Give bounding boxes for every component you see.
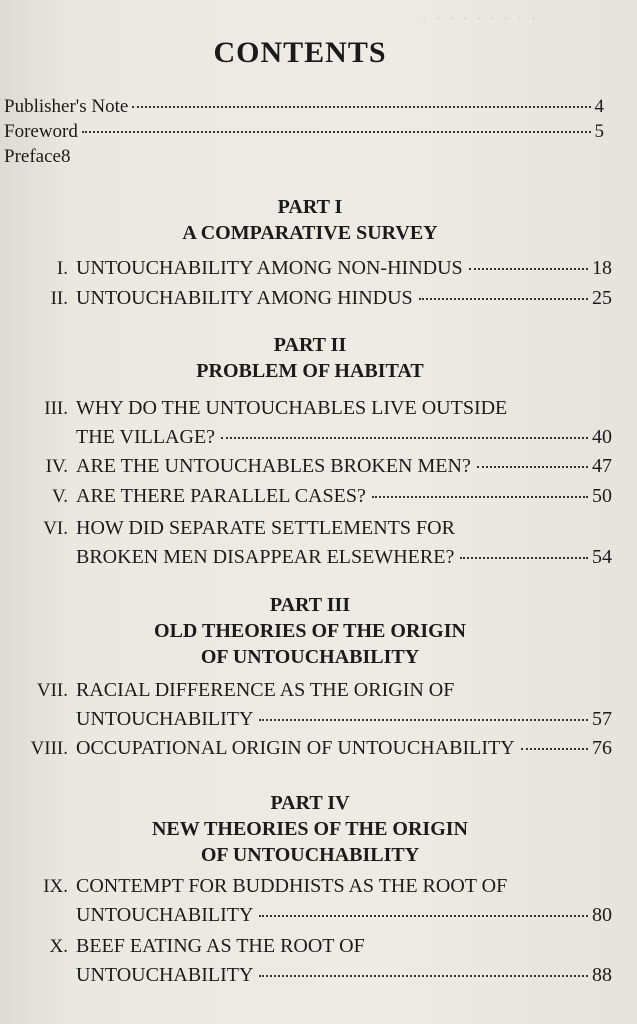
chapter-number: IX.: [43, 876, 68, 897]
part-label: PART I: [277, 196, 343, 218]
chapter-title-continued: UNTOUCHABILITY: [76, 708, 254, 730]
chapter-number: I.: [56, 258, 68, 279]
toc-page-number: 57: [592, 708, 612, 730]
chapter-title: OCCUPATIONAL ORIGIN OF UNTOUCHABILITY: [76, 737, 515, 759]
toc-page-number: 5: [594, 121, 604, 142]
leader-dots: [521, 748, 588, 750]
toc-page-number: 47: [592, 455, 612, 477]
toc-page-number: 50: [592, 485, 612, 507]
chapter-title: RACIAL DIFFERENCE AS THE ORIGIN OF: [76, 679, 455, 701]
leader-dots: [82, 131, 591, 133]
part-label: PART III: [269, 594, 351, 616]
leader-dots: [259, 975, 588, 977]
chapter-number: VIII.: [30, 738, 68, 759]
leader-dots: [259, 719, 588, 721]
leader-dots: [221, 437, 588, 439]
leader-dots: [259, 915, 588, 917]
leader-dots: [419, 298, 588, 300]
chapter-number: VI.: [43, 518, 68, 539]
leader-dots: [477, 466, 588, 468]
chapter-title: BEEF EATING AS THE ROOT OF: [76, 935, 365, 957]
part-heading: [0, 790, 620, 868]
toc-front-matter-item: [4, 96, 604, 118]
bleed-through-text: · · · · · · · · ·: [420, 8, 537, 30]
chapter-number: II.: [50, 288, 68, 309]
chapter-title: ARE THE UNTOUCHABLES BROKEN MEN?: [76, 455, 471, 477]
chapter-number: V.: [51, 486, 68, 507]
toc-entry-label: Foreword: [4, 121, 78, 142]
leader-dots: [372, 496, 588, 498]
chapter-title-continued: BROKEN MEN DISAPPEAR ELSEWHERE?: [76, 546, 455, 568]
toc-page-number: 18: [592, 257, 612, 279]
part-heading: [0, 332, 620, 384]
leader-dots: [469, 268, 588, 270]
part-title: PROBLEM OF HABITAT: [196, 360, 424, 382]
part-title: A COMPARATIVE SURVEY: [182, 222, 438, 244]
leader-dots: [460, 557, 588, 559]
toc-page-number: 4: [594, 96, 604, 117]
part-title-continued: OF UNTOUCHABILITY: [200, 646, 420, 668]
chapter-number: VII.: [36, 680, 68, 701]
chapter-title-continued: THE VILLAGE?: [76, 426, 216, 448]
chapter-title: WHY DO THE UNTOUCHABLES LIVE OUTSIDE: [76, 397, 508, 419]
chapter-title: CONTEMPT FOR BUDDHISTS AS THE ROOT OF: [76, 875, 508, 897]
part-title: OLD THEORIES OF THE ORIGIN: [154, 620, 466, 642]
toc-page-number: 80: [592, 904, 612, 926]
toc-page-number: 88: [592, 964, 612, 986]
chapter-title: UNTOUCHABILITY AMONG NON-HINDUS: [76, 257, 463, 279]
part-label: PART II: [273, 334, 347, 356]
page-title: CONTENTS: [213, 36, 387, 69]
part-heading: [0, 194, 620, 246]
toc-entry-label: Preface8: [4, 146, 71, 167]
chapter-number: X.: [49, 936, 68, 957]
chapter-title: UNTOUCHABILITY AMONG HINDUS: [76, 287, 413, 309]
part-label: PART IV: [270, 792, 350, 814]
toc-entry-label: Publisher's Note: [4, 96, 129, 117]
toc-front-matter-item: [4, 121, 604, 143]
chapter-number: IV.: [45, 456, 68, 477]
toc-page-number: 25: [592, 287, 612, 309]
chapter-title: ARE THERE PARALLEL CASES?: [76, 485, 366, 507]
leader-dots: [132, 106, 590, 108]
toc-front-matter-item: [4, 146, 604, 168]
chapter-number: III.: [44, 398, 68, 419]
toc-page-number: 76: [592, 737, 612, 759]
toc-page-number: 54: [592, 546, 612, 568]
part-title: NEW THEORIES OF THE ORIGIN: [151, 818, 468, 840]
toc-page-number: 40: [592, 426, 612, 448]
chapter-title: HOW DID SEPARATE SETTLEMENTS FOR: [76, 517, 455, 539]
part-title-continued: OF UNTOUCHABILITY: [200, 844, 420, 866]
chapter-title-continued: UNTOUCHABILITY: [76, 904, 254, 926]
part-heading: [0, 592, 620, 670]
chapter-title-continued: UNTOUCHABILITY: [76, 964, 254, 986]
